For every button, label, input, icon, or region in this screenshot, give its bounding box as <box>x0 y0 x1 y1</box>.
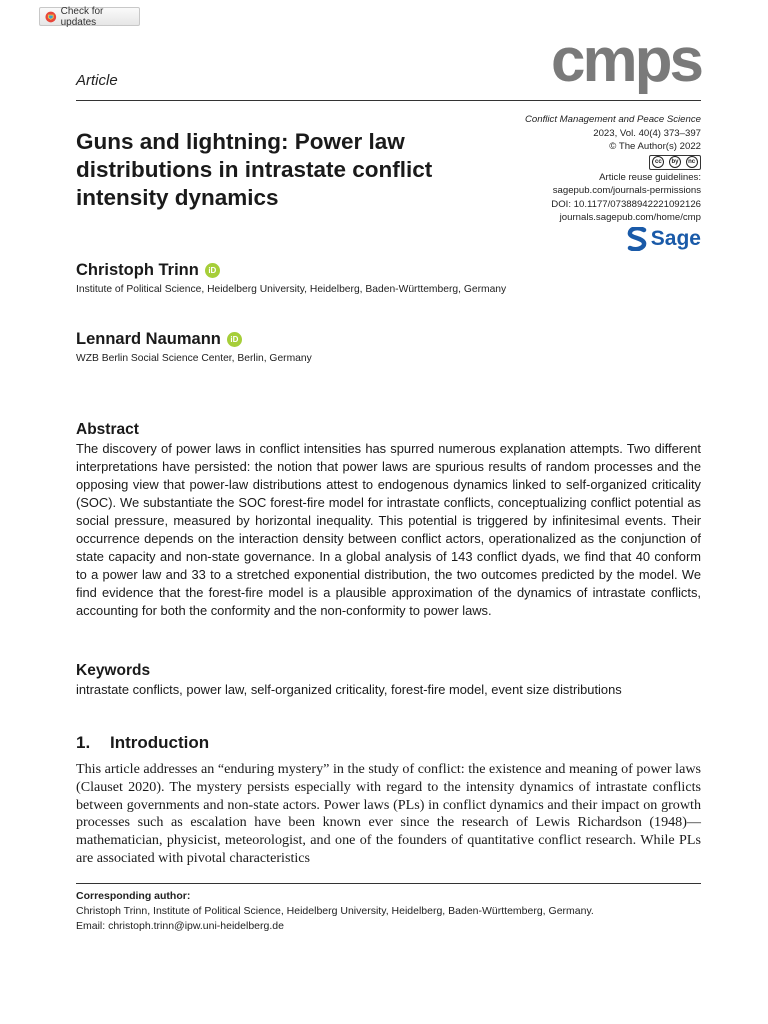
volume-info: 2023, Vol. 40(4) 373–397 <box>593 127 701 139</box>
article-meta <box>501 113 701 225</box>
article-title: Guns and lightning: Power law distributions in intrastate conflict intensity dynamics <box>76 129 433 210</box>
keywords-text: intrastate conflicts, power law, self-organized criticality, forest-fire model, event size distributions <box>76 682 622 697</box>
footnote-divider <box>76 883 701 884</box>
journal-name: Conflict Management and Peace Science <box>525 114 701 125</box>
journal-link[interactable]: journals.sagepub.com/home/cmp <box>559 212 701 223</box>
author-name: Christoph Trinn <box>76 261 199 279</box>
reuse-link[interactable]: sagepub.com/journals-permissions <box>552 185 701 196</box>
reuse-label: Article reuse guidelines: <box>599 171 701 183</box>
author-2 <box>76 330 516 366</box>
keywords-heading: Keywords <box>76 662 151 679</box>
header-divider <box>76 100 701 101</box>
cc-icon: cc <box>652 156 664 168</box>
check-for-updates-label: Check for updates <box>60 5 104 28</box>
nc-icon: nc <box>686 156 698 168</box>
copyright: © The Author(s) 2022 <box>609 141 701 152</box>
sage-icon <box>627 227 647 251</box>
doi[interactable]: DOI: 10.1177/07388942221092126 <box>551 198 701 210</box>
publisher-logo <box>627 227 701 251</box>
by-icon: by <box>669 156 681 168</box>
corresponding-email[interactable]: Email: christoph.trinn@ipw.uni-heidelberg.de <box>76 920 284 932</box>
crossmark-icon <box>45 11 57 23</box>
journal-logo: cmps <box>551 26 701 95</box>
author-affiliation: Institute of Political Science, Heidelberg University, Heidelberg, Baden-Württemberg, Germany <box>76 284 507 295</box>
section-number: 1. <box>76 733 91 752</box>
corresponding-address: Christoph Trinn, Institute of Political Science, Heidelberg University, Heidelberg, Baden-Württemberg, Germany. <box>76 905 594 917</box>
publisher-name: Sage <box>650 227 701 250</box>
orcid-icon[interactable]: iD <box>205 263 220 278</box>
introduction-text: This article addresses an “enduring mystery” in the study of conflict: the existence and meaning of power laws (Clauset 2020). The mystery persists especially with regard to the intensity dynamics of intrastate conflicts between governments and non-state actors. Power laws (PLs) in conflict dynamics and their impact on growth processes such as escalation have been known ever since the research of Lewis Richardson (1948)—mathematician, physicist, meteorologist, and one of the founders of quantitative conflict research. While PLs are associated with pivotal characteristics <box>76 761 701 866</box>
section-title: Introduction <box>110 733 210 752</box>
cc-license-icon[interactable] <box>649 155 701 170</box>
corresponding-label: Corresponding author: <box>76 890 191 902</box>
abstract-text: The discovery of power laws in conflict intensities has spurred numerous explanation attempts. Two different interpretations have persisted: the notion that power laws are spurious results of random processes and the opposing view that power-law distributions attest to endogenous dynamics linked to self-organized criticality (SOC). We substantiate the SOC forest-fire model for intrastate conflicts, conceptualizing conflict potential as social pressure, measured by horizontal inequality. This potential is triggered by infinitesimal events. Their occurrence depends on the interaction density between conflict actors, operationalized as the conjunction of state capacity and non-state governance. In a global analysis of 143 conflict dyads, we find that 40 conform to a power law and 33 to a stretched exponential distribution, the two outcomes predicted by the model. We find evidence that the forest-fire model is a plausible approximation of the dynamics of intrastate conflicts, accounting for both the conformity and the non-conformity to power laws. <box>76 441 701 618</box>
abstract-heading: Abstract <box>76 421 139 438</box>
orcid-icon[interactable]: iD <box>227 332 242 347</box>
author-affiliation: WZB Berlin Social Science Center, Berlin, Germany <box>76 353 312 364</box>
corresponding-author <box>76 889 701 934</box>
author-name: Lennard Naumann <box>76 330 221 348</box>
check-for-updates-button[interactable] <box>39 7 140 26</box>
article-type-label: Article <box>76 72 118 89</box>
author-1 <box>76 261 516 297</box>
section-heading-introduction <box>76 733 209 753</box>
